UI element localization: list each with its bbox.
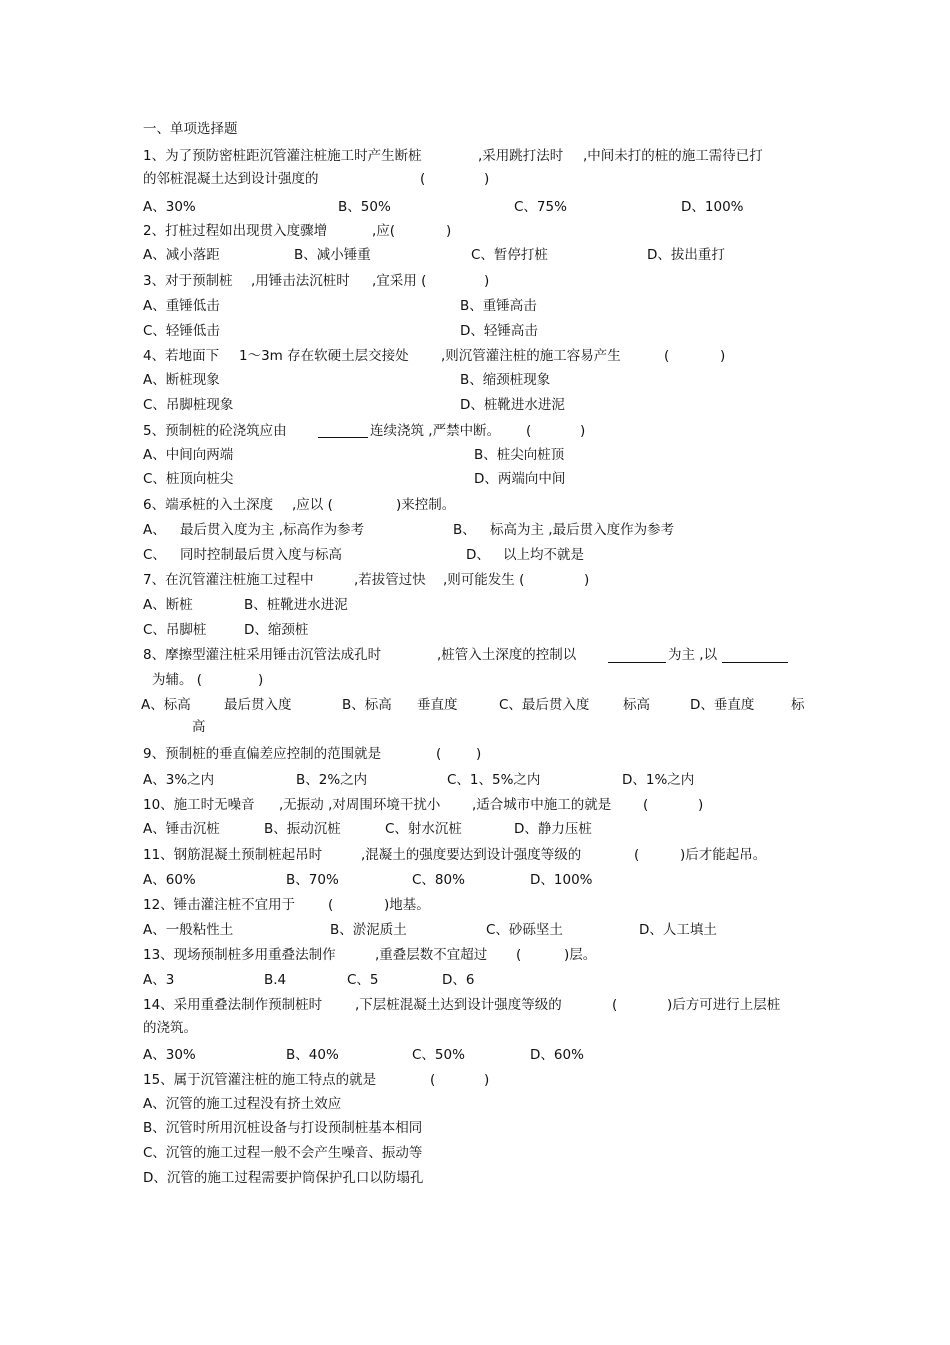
q13-answer-open: ( <box>516 947 522 963</box>
q3-option-b: B、重锤高击 <box>460 298 537 314</box>
q5-fill-blank <box>318 423 368 438</box>
q6-option-a-text: 最后贯入度为主 ,标高作为参考 <box>180 522 365 538</box>
q3-option-c: C、轻锤低击 <box>143 323 220 339</box>
q15-option-c: C、沉管的施工过程一般不会产生噪音、振动等 <box>143 1145 423 1161</box>
q9-answer-open: ( <box>436 746 442 762</box>
q9-answer-close: ) <box>476 746 482 762</box>
q14-option-a: A、30% <box>143 1047 196 1063</box>
q1-stem-part: 的邻桩混凝土达到设计强度的 <box>143 171 319 187</box>
q5-option-a: A、中间向两端 <box>143 447 234 463</box>
q12-answer-open: ( <box>328 897 334 913</box>
q4-option-b: B、缩颈桩现象 <box>460 372 551 388</box>
q13-stem-part: ,重叠层数不宜超过 <box>375 947 488 963</box>
q13-stem-part: )层。 <box>564 947 597 963</box>
q4-option-a: A、断桩现象 <box>143 372 220 388</box>
q1-answer-open: ( <box>420 171 426 187</box>
q14-option-c: C、50% <box>412 1047 465 1063</box>
q1-stem-part: ,采用跳打法时 <box>478 148 564 164</box>
q13-option-d: D、6 <box>442 972 475 988</box>
q3-option-a: A、重锤低击 <box>143 298 220 314</box>
q2-stem-part: 2、打桩过程如出现贯入度骤增 <box>143 223 328 239</box>
q7-option-a: A、断桩 <box>143 597 193 613</box>
q1-answer-close: ) <box>484 171 490 187</box>
q13-option-b: B.4 <box>264 972 287 988</box>
q10-option-b: B、振动沉桩 <box>264 821 341 837</box>
q7-stem-part: ,则可能发生 ( <box>443 572 525 588</box>
q13-option-a: A、3 <box>143 972 175 988</box>
q6-stem-part: )来控制。 <box>396 497 456 513</box>
q1-option-d: D、100% <box>681 199 744 215</box>
q1-option-a: A、30% <box>143 199 196 215</box>
q5-answer-open: ( <box>526 423 532 439</box>
q1-stem-part: 1、为了预防密桩距沉管灌注桩施工时产生断桩 <box>143 148 422 164</box>
q14-option-b: B、40% <box>286 1047 339 1063</box>
q8-option-b-text: 垂直度 <box>417 697 458 713</box>
q10-stem-part: ,无振动 ,对周围环境干扰小 <box>279 797 441 813</box>
q2-option-a: A、减小落距 <box>143 247 220 263</box>
q15-answer-close: ) <box>484 1072 490 1088</box>
q11-stem-part: )后才能起吊。 <box>680 847 767 863</box>
q10-option-c: C、射水沉桩 <box>385 821 462 837</box>
q3-stem-part: ,宜采用 ( <box>372 273 427 289</box>
q8-stem-part: 为辅。 ( <box>152 672 203 688</box>
q7-option-c: C、吊脚桩 <box>143 622 207 638</box>
q1-option-b: B、50% <box>338 199 391 215</box>
q4-stem-part: 1～3m 存在软硬土层交接处 <box>239 348 409 364</box>
q2-option-b: B、减小锤重 <box>294 247 371 263</box>
q7-stem-part: 7、在沉管灌注桩施工过程中 <box>143 572 314 588</box>
q11-option-d: D、100% <box>530 872 593 888</box>
q7-option-d: D、缩颈桩 <box>244 622 309 638</box>
q8-option-c-text: 标高 <box>623 697 650 713</box>
q12-option-a: A、一般粘性土 <box>143 922 234 938</box>
q8-fill-blank-1 <box>608 648 666 663</box>
q6-option-b-label: B、 <box>453 522 476 538</box>
q6-option-d-label: D、 <box>466 547 490 563</box>
q15-option-b: B、沉管时所用沉桩设备与打设预制桩基本相同 <box>143 1120 423 1136</box>
q11-option-b: B、70% <box>286 872 339 888</box>
q12-option-b: B、淤泥质土 <box>330 922 407 938</box>
q4-answer-close: ) <box>720 348 726 364</box>
q12-option-d: D、人工填土 <box>639 922 717 938</box>
q7-option-b: B、桩靴进水进泥 <box>244 597 348 613</box>
q10-option-a: A、锤击沉桩 <box>143 821 220 837</box>
q14-option-d: D、60% <box>530 1047 584 1063</box>
q15-option-a: A、沉管的施工过程没有挤土效应 <box>143 1096 342 1112</box>
q3-option-d: D、轻锤高击 <box>460 323 538 339</box>
q5-stem-part: 5、预制桩的砼浇筑应由 <box>143 423 287 439</box>
q4-option-d: D、桩靴进水进泥 <box>460 397 565 413</box>
q9-option-b: B、2%之内 <box>296 772 368 788</box>
q7-stem-part: ,若拔管过快 <box>354 572 426 588</box>
q5-option-d: D、两端向中间 <box>474 471 566 487</box>
q4-answer-open: ( <box>664 348 670 364</box>
q14-stem-part: 的浇筑。 <box>143 1020 197 1036</box>
section-title: 一、单项选择题 <box>143 121 238 137</box>
q11-stem-part: ,混凝土的强度要达到设计强度等级的 <box>361 847 582 863</box>
q2-option-d: D、拔出重打 <box>647 247 725 263</box>
q11-answer-open: ( <box>634 847 640 863</box>
q4-stem-part: 4、若地面下 <box>143 348 220 364</box>
q10-stem-part: ,适合城市中施工的就是 <box>472 797 612 813</box>
q5-option-c: C、桩顶向桩尖 <box>143 471 234 487</box>
q9-stem-part: 9、预制桩的垂直偏差应控制的范围就是 <box>143 746 382 762</box>
q8-option-d-wrap: 高 <box>192 719 206 735</box>
q8-option-c-label: C、最后贯入度 <box>499 697 590 713</box>
q8-stem-part: ,桩管入土深度的控制以 <box>437 647 577 663</box>
q10-stem-part: 10、施工时无噪音 <box>143 797 255 813</box>
q5-stem-part: 连续浇筑 ,严禁中断。 <box>370 423 501 439</box>
q13-stem-part: 13、现场预制桩多用重叠法制作 <box>143 947 336 963</box>
q6-stem-part: 6、端承桩的入土深度 <box>143 497 274 513</box>
q4-stem-part: ,则沉管灌注桩的施工容易产生 <box>441 348 621 364</box>
q3-stem-part: 3、对于预制桩 <box>143 273 233 289</box>
q8-stem-part: 8、摩擦型灌注桩采用锤击沉管法成孔时 <box>143 647 382 663</box>
q6-option-d-text: 以上均不就是 <box>503 547 584 563</box>
q12-stem-part: )地基。 <box>384 897 430 913</box>
q5-answer-close: ) <box>580 423 586 439</box>
q10-option-d: D、静力压桩 <box>514 821 592 837</box>
q8-option-a-text: 最后贯入度 <box>224 697 292 713</box>
q8-option-b-label: B、标高 <box>342 697 392 713</box>
q8-option-a-label: A、标高 <box>141 697 191 713</box>
q6-option-a-label: A、 <box>143 522 166 538</box>
q11-option-a: A、60% <box>143 872 196 888</box>
q14-answer-open: ( <box>612 997 618 1013</box>
q9-option-c: C、1、5%之内 <box>447 772 541 788</box>
q11-option-c: C、80% <box>412 872 465 888</box>
q6-option-c-label: C、 <box>143 547 166 563</box>
q10-answer-open: ( <box>643 797 649 813</box>
q11-stem-part: 11、钢筋混凝土预制桩起吊时 <box>143 847 323 863</box>
q2-answer-close: ) <box>446 223 452 239</box>
q15-option-d: D、沉管的施工过程需要护筒保护孔口以防塌孔 <box>143 1170 424 1186</box>
q3-stem-part: ,用锤击法沉桩时 <box>251 273 350 289</box>
q12-stem-part: 12、锤击灌注桩不宜用于 <box>143 897 296 913</box>
q9-option-a: A、3%之内 <box>143 772 215 788</box>
q6-stem-part: ,应以 ( <box>292 497 333 513</box>
q14-stem-part: )后方可进行上层桩 <box>667 997 781 1013</box>
q8-option-d-label: D、垂直度 <box>690 697 755 713</box>
q10-answer-close: ) <box>698 797 704 813</box>
q8-answer-close: ) <box>258 672 264 688</box>
q12-option-c: C、砂砾坚土 <box>486 922 563 938</box>
q14-stem-part: ,下层桩混凝土达到设计强度等级的 <box>355 997 562 1013</box>
q6-option-c-text: 同时控制最后贯入度与标高 <box>180 547 342 563</box>
q4-option-c: C、吊脚桩现象 <box>143 397 234 413</box>
q1-stem-part: ,中间未打的桩的施工需待已打 <box>583 148 763 164</box>
q15-stem-part: 15、属于沉管灌注桩的施工特点的就是 <box>143 1072 377 1088</box>
q7-answer-close: ) <box>584 572 590 588</box>
q8-fill-blank-2 <box>722 648 788 663</box>
q3-answer-close: ) <box>484 273 490 289</box>
q14-stem-part: 14、采用重叠法制作预制桩时 <box>143 997 323 1013</box>
q5-option-b: B、桩尖向桩顶 <box>474 447 565 463</box>
q2-stem-part: ,应( <box>372 223 396 239</box>
q6-option-b-text: 标高为主 ,最后贯入度作为参考 <box>490 522 675 538</box>
q15-answer-open: ( <box>430 1072 436 1088</box>
q2-option-c: C、暂停打桩 <box>471 247 548 263</box>
q9-option-d: D、1%之内 <box>622 772 695 788</box>
q8-option-d-text: 标 <box>791 697 805 713</box>
q8-stem-part: 为主 ,以 <box>668 647 718 663</box>
q13-option-c: C、5 <box>347 972 379 988</box>
q1-option-c: C、75% <box>514 199 567 215</box>
